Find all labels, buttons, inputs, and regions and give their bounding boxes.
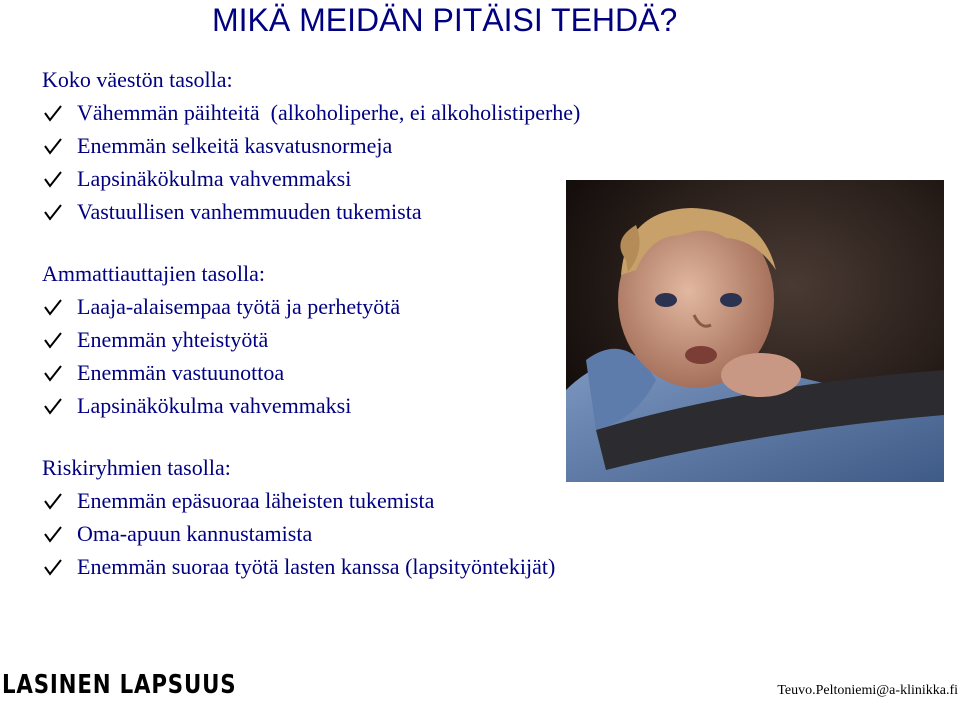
list-item [42,389,400,422]
list-item [42,356,400,389]
list-item-text: Vastuullisen vanhemmuuden tukemista [77,198,422,224]
list-item-text: Enemmän vastuunottoa [77,359,285,385]
section-heading: Koko väestön tasolla: [42,67,233,92]
list-item-text: Laaja-alaisempaa työtä ja perhetyötä [77,293,401,319]
list-item-text: Enemmän selkeitä kasvatusnormeja [77,132,393,158]
checkmark-icon [42,362,64,384]
checkmark-icon [42,296,64,318]
list-item [42,550,555,583]
list-item [42,129,580,162]
list-item [42,484,555,517]
checkmark-icon [42,556,64,578]
list-item-text: Lapsinäkökulma vahvemmaksi [77,165,352,191]
section-population [42,63,580,228]
author-email: Teuvo.Peltoniemi@a-klinikka.fi [777,683,958,698]
list-item-text: Lapsinäkökulma vahvemmaksi [77,392,352,418]
section-risk-groups [42,451,555,583]
list-item-text: Enemmän yhteistyötä [77,326,269,352]
lasinen-lapsuus-logo: LASINEN LAPSUUS [2,670,237,700]
checkmark-icon [42,395,64,417]
checkmark-icon [42,329,64,351]
checkmark-icon [42,201,64,223]
list-item [42,517,555,550]
slide-title: MIKÄ MEIDÄN PITÄISI TEHDÄ? [212,2,678,38]
list-item-text: Oma-apuun kannustamista [77,520,313,546]
checkmark-icon [42,168,64,190]
checkmark-icon [42,102,64,124]
child-photo [566,180,944,482]
list-item-text: Vähemmän päihteitä (alkoholiperhe, ei alkoholistiperhe) [77,99,581,125]
list-item [42,323,400,356]
checkmark-icon [42,490,64,512]
list-item-text: Enemmän suoraa työtä lasten kanssa (lapsityöntekijät) [77,553,556,579]
list-item [42,96,580,129]
checkmark-icon [42,135,64,157]
list-item [42,290,400,323]
list-item-text: Enemmän epäsuoraa läheisten tukemista [77,487,435,513]
checkmark-icon [42,523,64,545]
child-photo-illustration [566,180,944,482]
section-heading: Riskiryhmien tasolla: [42,455,231,480]
list-item [42,195,580,228]
list-item [42,162,580,195]
section-professionals [42,257,400,422]
section-heading: Ammattiauttajien tasolla: [42,261,265,286]
